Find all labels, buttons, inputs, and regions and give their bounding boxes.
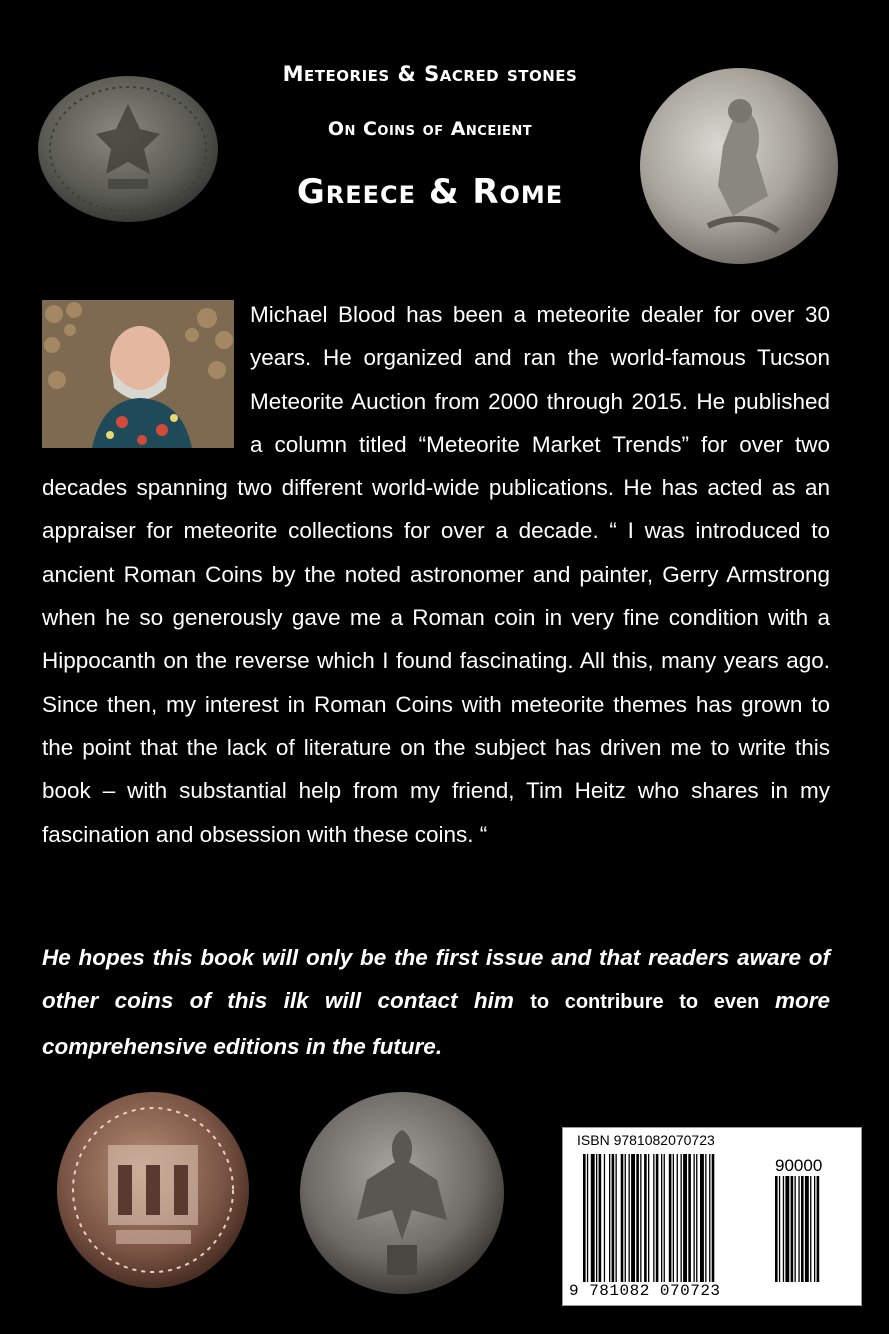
barcode-digits: 9 781082 070723 [569,1282,721,1300]
price-code: 90000 [775,1156,823,1175]
isbn-label: ISBN 9781082070723 [577,1132,715,1148]
coin-bottom-middle-image [297,1090,507,1296]
photo-wrap-spacer [42,293,250,463]
barcode-bars [563,1128,861,1305]
title-line-1: Meteories & Sacred stones [282,62,578,86]
coin-top-left-image [36,74,221,224]
author-bio [42,293,830,856]
title-line-2: On Coins of Anceient [327,118,533,140]
title-line-3: Greece & Rome [296,172,564,212]
hope-italic-1: He hopes this book will only be the first issue and that readers aware of other coins of this ilk will contact him [42,945,830,1014]
isbn-barcode [562,1127,862,1306]
hope-plain: to contribure to even [530,991,775,1014]
author-hope-statement [42,936,830,1068]
coin-top-right-image [638,66,840,266]
coin-bottom-left-image [56,1090,251,1290]
hope-italic-2: more comprehensive editions in the future. [42,988,830,1059]
author-bio-text: Michael Blood has been a meteorite dealer for over 30 years. He organized and ran the world-famous Tucson Meteorite Auction from 2000 through 2015. He published a column titled “Meteorite Market Trends” for over two decades spanning two different world-wide publications. He has acted as an appraiser for meteorite collections for over a decade. “ I was introduced to ancient Roman Coins by the noted astronomer and painter, Gerry Armstrong when he so generously gave me a Roman coin in very fine condition with a Hippocanth on the reverse which I found fascinating. All this, many years ago. Since then, my interest in Roman Coins with meteorite themes has grown to the point that the lack of literature on the subject has driven me to write this book – with substantial help from my friend, Tim Heitz who shares in my fascination and obsession with these coins. “ [42,302,830,847]
